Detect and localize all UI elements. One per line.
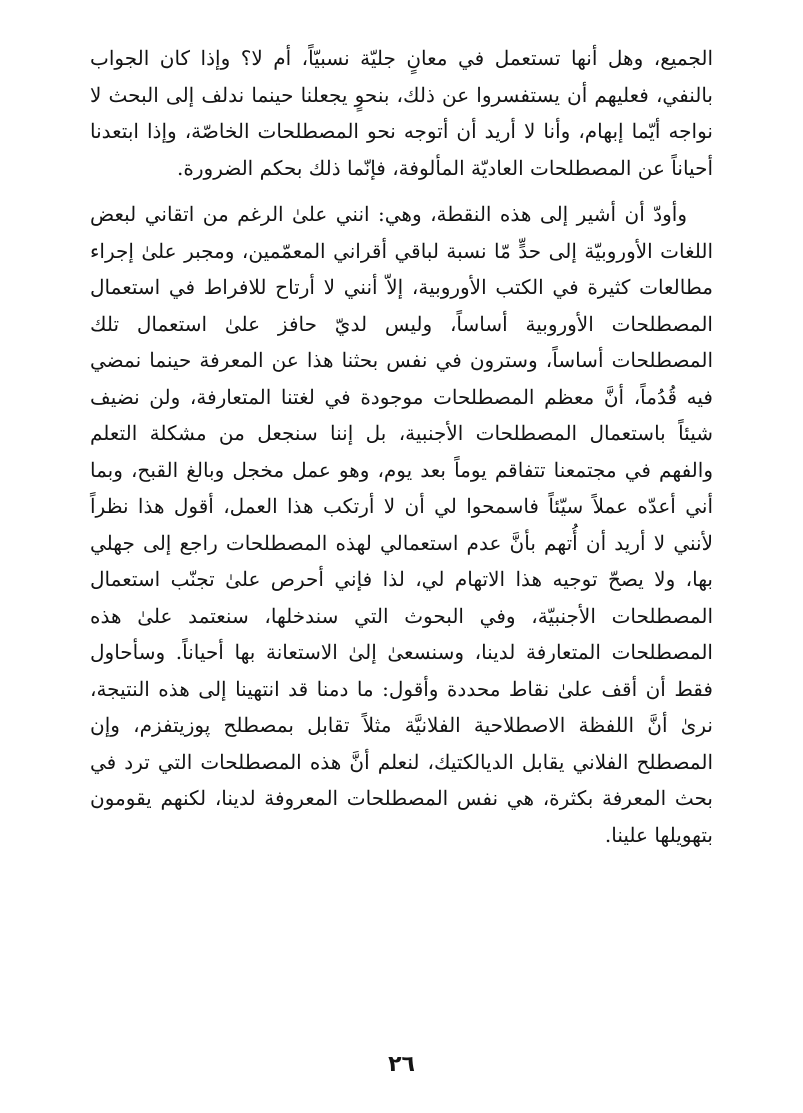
paragraph-2: وأودّ أن أشير إلى هذه النقطة، وهي: انني علىٰ الرغم من اتقاني لبعض اللغات الأوروبيّة إلى حدٍّ مّا نسبة لباقي أقراني المعمّمين، ومجبر علىٰ إجراء مطالعات كثيرة في الكتب الأوروبية، إلاّ أنني لا أرتاح للافراط في استعمال المصطلحات الأوروبية أساساً، وليس لديّ حافز علىٰ استعمال تلك المصطلحات أساساً، وسترون في نفس بحثنا هذا عن المعرفة حينما نمضي فيه قُدُماً، أنَّ معظم المصطلحات موجودة في لغتنا المتعارفة، ولن نضيف شيئاً باستعمال المصطلحات الأجنبية، بل إننا سنجعل من مشكلة التعلم والفهم في مجتمعنا تتفاقم يوماً بعد يوم، وهو عمل مخجل وبالغ القبح، وبما أني أعدّه عملاً سيّئاً فاسمحوا لي أن لا أرتكب هذا العمل، أقول هذا نظراً لأنني لا أريد أن أُتهم بأنَّ عدم استعمالي لهذه المصطلحات راجع إلى جهلي بها، ولا يصحّ توجيه هذا الاتهام لي، لذا فإني أحرص علىٰ تجنّب استعمال المصطلحات الأجنبيّة، وفي البحوث التي سندخلها، سنعتمد علىٰ هذه المصطلحات المتعارفة لدينا، وسنسعىٰ إلىٰ الاستعانة بها أحياناً. وسأحاول فقط أن أقف علىٰ نقاط محددة وأقول: ما دمنا قد انتهينا إلى هذه النتيجة، نرىٰ أنَّ اللفظة الاصطلاحية الفلانيَّة مثلاً تقابل بمصطلح پوزيتفزم، وإن المصطلح الفلاني يقابل الديالكتيك، لنعلم أنَّ هذه المصطلحات التي ترد في بحث المعرفة بكثرة، هي نفس المصطلحات المعروفة لدينا، لكنهم يقومون بتهويلها علينا. (90, 202, 713, 847)
body-text (90, 40, 713, 853)
page-number: ٢٦ (388, 1052, 415, 1077)
paragraph-1: الجميع، وهل أنها تستعمل في معانٍ جليّة نسبيّاً، أم لا؟ وإذا كان الجواب بالنفي، فعليهم أن يستفسروا عن ذلك، بنحوٍ يجعلنا حينما ندلف إلى البحث لا نواجه أيّما إبهام، وأنا لا أريد أن أتوجه نحو المصطلحات الخاصّة، وإذا ابتعدنا أحياناً عن المصطلحات العاديّة المألوفة، فإنّما ذلك بحكم الضرورة. (90, 46, 713, 180)
